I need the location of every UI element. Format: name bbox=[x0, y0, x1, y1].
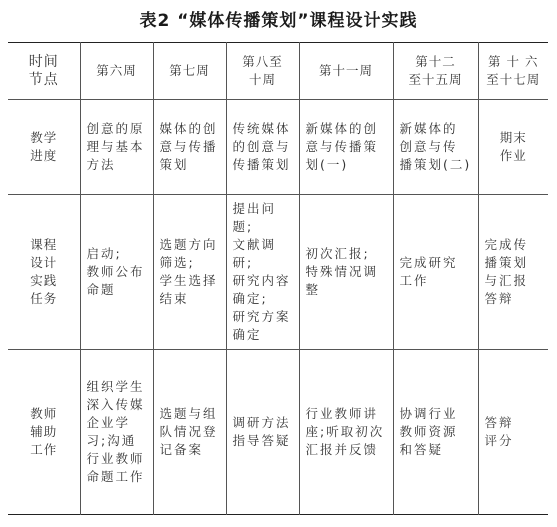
table-cell bbox=[478, 350, 548, 515]
cell-text: 组织学生深入传媒企业学习;沟通行业教师命题工作 bbox=[86, 379, 145, 484]
header-cell-week16-17 bbox=[478, 43, 548, 100]
table-cell bbox=[299, 350, 393, 515]
course-design-table bbox=[8, 42, 548, 515]
cell-text: 启动; 教师公布命题 bbox=[86, 246, 145, 297]
table-cell bbox=[393, 195, 478, 350]
cell-text: 完成研究 工作 bbox=[399, 255, 458, 288]
header-corner-cell bbox=[8, 43, 80, 100]
cell-text: 行业教师讲座;听取初次汇报并反馈 bbox=[305, 406, 385, 457]
table-cell bbox=[80, 195, 153, 350]
cell-text: 选题方向筛选; 学生选择结束 bbox=[159, 237, 218, 306]
cell-text: 新媒体的创意与传播策划(一) bbox=[305, 121, 379, 172]
header-cell-week8-10 bbox=[226, 43, 299, 100]
cell-text: 完成传播策划与汇报答辩 bbox=[484, 237, 529, 306]
header-cell-week12-15 bbox=[393, 43, 478, 100]
cell-text: 选题与组队情况登记备案 bbox=[159, 406, 218, 457]
header-cell-week11 bbox=[299, 43, 393, 100]
cell-text: 调研方法指导答疑 bbox=[232, 415, 291, 448]
cell-text: 初次汇报; 特殊情况调整 bbox=[305, 246, 379, 297]
table-row-practice-tasks bbox=[8, 195, 548, 350]
table-cell bbox=[80, 100, 153, 195]
row-label: 教学 进度 bbox=[30, 130, 58, 163]
table-row-teaching-progress bbox=[8, 100, 548, 195]
table-cell bbox=[478, 195, 548, 350]
cell-text: 创意的原理与基本方法 bbox=[86, 121, 145, 172]
header-cell-week6 bbox=[80, 43, 153, 100]
table-cell bbox=[299, 195, 393, 350]
table-cell bbox=[153, 100, 226, 195]
header-label: 第 十 六 至十七周 bbox=[486, 54, 541, 87]
table-cell bbox=[226, 100, 299, 195]
cell-text: 媒体的创意与传播策划 bbox=[159, 121, 218, 172]
cell-text: 传统媒体的创意与传播策划 bbox=[232, 121, 291, 172]
header-label: 第七周 bbox=[169, 63, 210, 78]
cell-text: 提出问题; 文献调研; 研究内容确定; 研究方案确定 bbox=[232, 201, 291, 342]
header-label: 第十一周 bbox=[318, 63, 373, 78]
table-caption: 表2 “媒体传播策划”课程设计实践 bbox=[139, 11, 418, 31]
header-cell-week7 bbox=[153, 43, 226, 100]
table-cell bbox=[153, 350, 226, 515]
table-row-teacher-support bbox=[8, 350, 548, 515]
row-label-cell bbox=[8, 195, 80, 350]
header-label: 第八至 十周 bbox=[242, 54, 283, 87]
table-cell bbox=[478, 100, 548, 195]
table-cell bbox=[153, 195, 226, 350]
table-cell bbox=[299, 100, 393, 195]
header-row bbox=[8, 43, 548, 100]
header-label: 第十二 至十五周 bbox=[408, 54, 463, 87]
cell-text: 答辩 评分 bbox=[484, 415, 514, 448]
table-cell bbox=[226, 350, 299, 515]
cell-text: 新媒体的创意与传播策划(二) bbox=[399, 121, 472, 172]
cell-text: 协调行业教师资源和答疑 bbox=[399, 406, 458, 457]
table-cell bbox=[80, 350, 153, 515]
table-cell bbox=[393, 350, 478, 515]
row-label-cell bbox=[8, 100, 80, 195]
row-label: 课程 设计 实践 任务 bbox=[30, 237, 58, 306]
row-label: 教师 辅助 工作 bbox=[30, 406, 58, 457]
header-corner-label: 时间 节点 bbox=[28, 54, 59, 88]
cell-text: 期末 作业 bbox=[499, 130, 527, 163]
row-label-cell bbox=[8, 350, 80, 515]
table-cell bbox=[226, 195, 299, 350]
header-label: 第六周 bbox=[96, 63, 137, 78]
table-cell bbox=[393, 100, 478, 195]
